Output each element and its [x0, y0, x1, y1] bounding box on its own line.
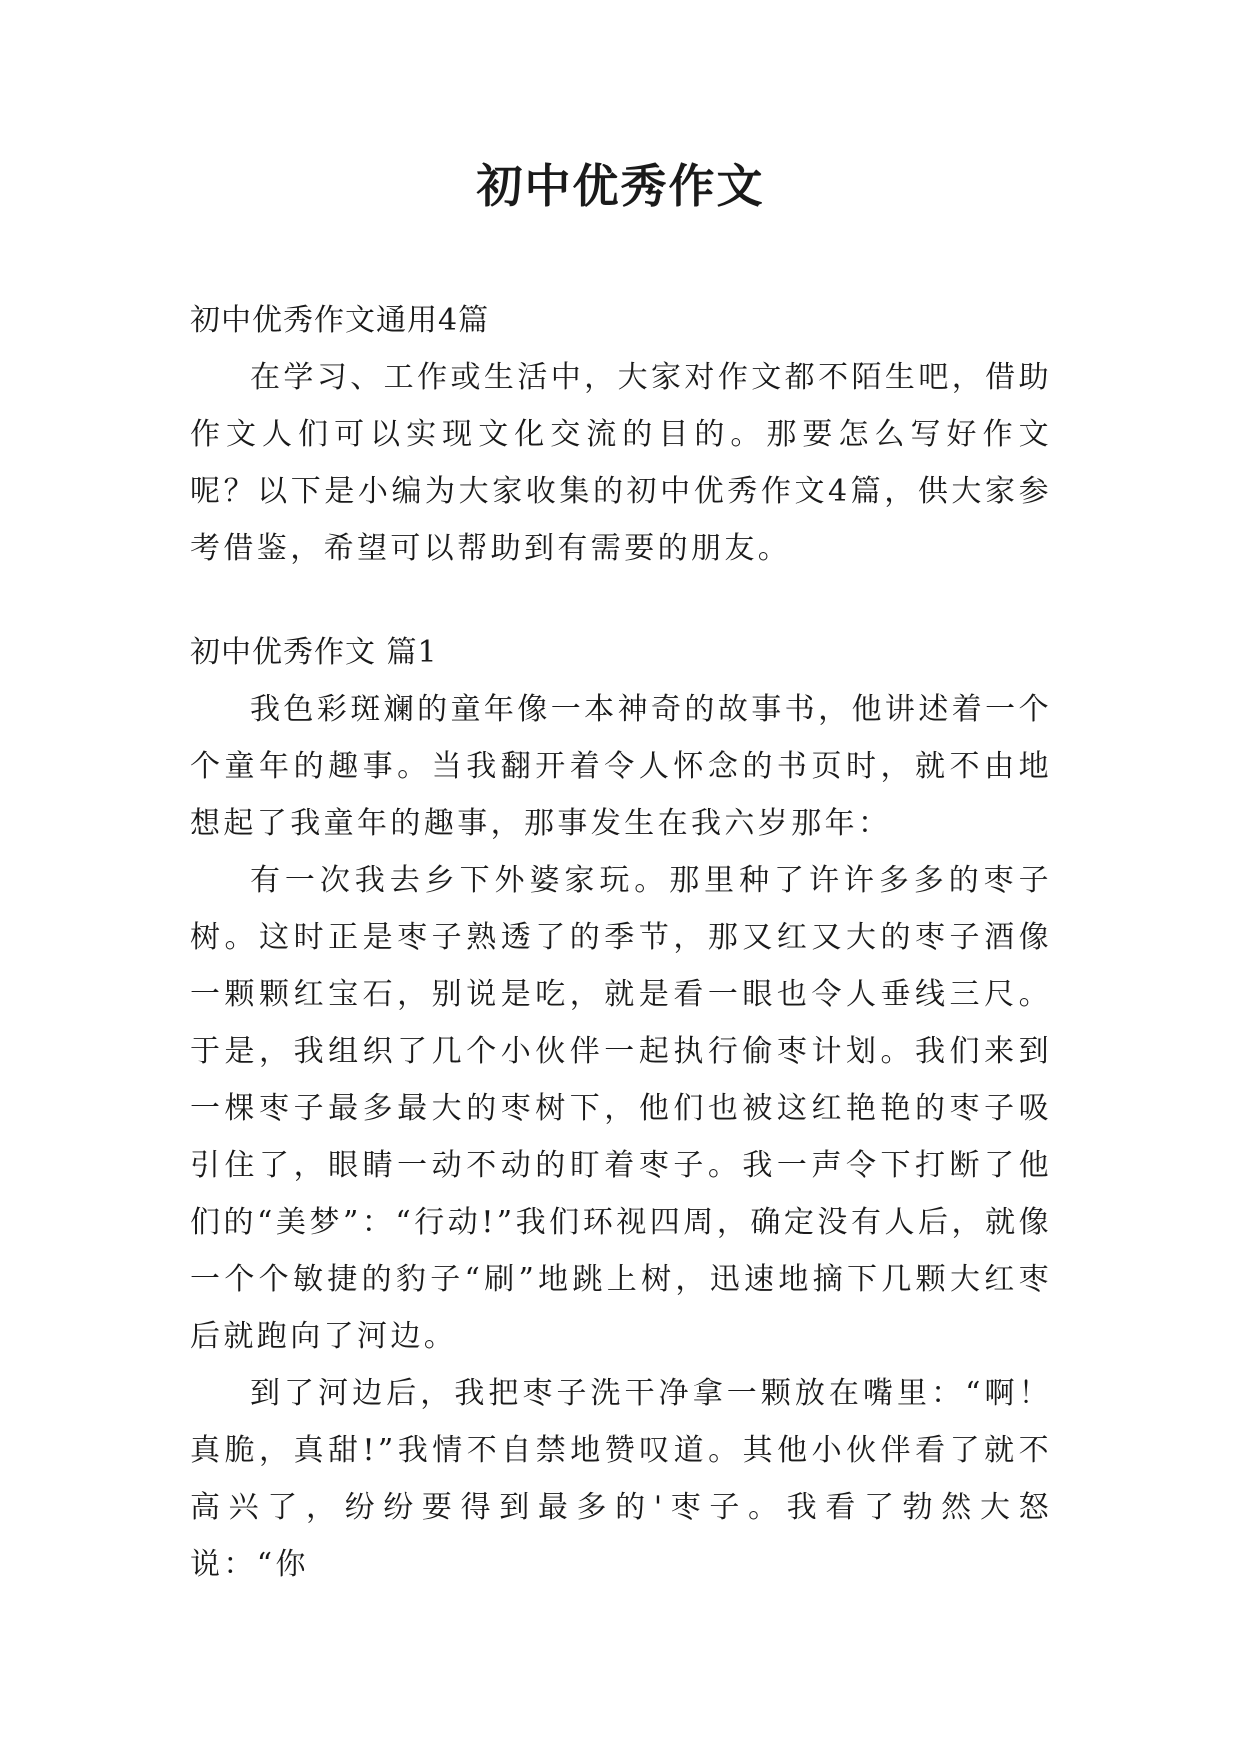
body-paragraph: 到了河边后，我把枣子洗干净拿一颗放在嘴里：“啊！真脆，真甜!”我情不自禁地赞叹道。其他小伙伴看了就不高兴了，纷纷要得到最多的'枣子。我看了勃然大怒说：“你 — [190, 1376, 1052, 1582]
body-paragraph: 有一次我去乡下外婆家玩。那里种了许许多多的枣子树。这时正是枣子熟透了的季节，那又红又大的枣子酒像一颗颗红宝石，别说是吃，就是看一眼也令人垂线三尺。于是，我组织了几个小伙伴一起执行偷枣计划。我们来到一棵枣子最多最大的枣树下，他们也被这红艳艳的枣子吸引住了，眼睛一动不动的盯着枣子。我一声令下打断了他们的“美梦”：“行动!”我们环视四周，确定没有人后，就像一个个敏捷的豹子“刷”地跳上树，迅速地摘下几颗大红枣后就跑向了河边。 — [190, 863, 1052, 1354]
document-title: 初中优秀作文 — [476, 159, 765, 213]
intro-paragraph: 在学习、工作或生活中，大家对作文都不陌生吧，借助作文人们可以实现文化交流的目的。那要怎么写好作文呢？以下是小编为大家收集的初中优秀作文4篇，供大家参考借鉴，希望可以帮助到有需要的朋友。 — [190, 360, 1052, 566]
document-body — [190, 292, 1052, 1593]
body-paragraph: 我色彩斑斓的童年像一本神奇的故事书，他讲述着一个个童年的趣事。当我翻开着令人怀念的书页时，就不由地想起了我童年的趣事，那事发生在我六岁那年： — [190, 692, 1052, 841]
section-heading: 初中优秀作文 篇1 — [190, 635, 438, 670]
document-subtitle: 初中优秀作文通用4篇 — [190, 303, 490, 338]
